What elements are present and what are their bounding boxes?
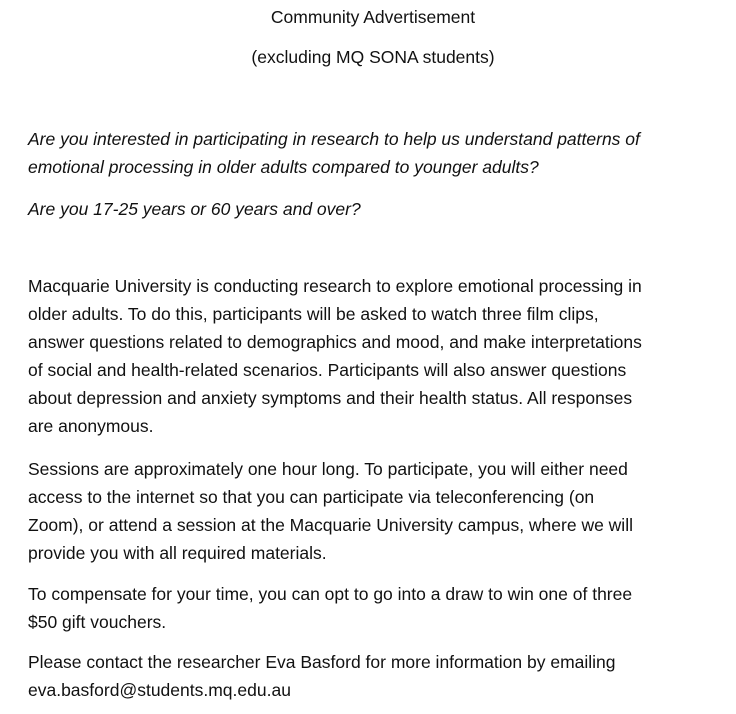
paragraph-line: Please contact the researcher Eva Basford for more information by emailing [28, 652, 616, 672]
paragraph-line: provide you with all required materials. [28, 543, 327, 563]
paragraph-compensation [28, 580, 728, 636]
paragraph-line: of social and health-related scenarios. Participants will also answer questions [28, 360, 627, 380]
document-subtitle: (excluding MQ SONA students) [251, 47, 495, 67]
paragraph-line: Macquarie University is conducting research to explore emotional processing in [28, 276, 642, 296]
paragraph-line: Zoom), or attend a session at the Macquarie University campus, where we will [28, 515, 633, 535]
paragraph-line: are anonymous. [28, 416, 154, 436]
intro-question-line: Are you interested in participating in research to help us understand patterns of [28, 129, 640, 149]
paragraph-line: about depression and anxiety symptoms and their health status. All responses [28, 388, 633, 408]
paragraph-contact [28, 648, 728, 704]
paragraph-line: Sessions are approximately one hour long. To participate, you will either need [28, 459, 628, 479]
paragraph-study-description [28, 272, 728, 440]
contact-email: eva.basford@students.mq.edu.au [28, 680, 291, 700]
intro-question-age: Are you 17-25 years or 60 years and over? [28, 199, 361, 219]
paragraph-line: To compensate for your time, you can opt to go into a draw to win one of three [28, 584, 633, 604]
intro-question-line: emotional processing in older adults compared to younger adults? [28, 157, 539, 177]
paragraph-line: $50 gift vouchers. [28, 612, 167, 632]
paragraph-line: access to the internet so that you can participate via teleconferencing (on [28, 487, 595, 507]
intro-question-participation [28, 125, 728, 181]
document-title: Community Advertisement [270, 7, 476, 27]
paragraph-line: older adults. To do this, participants will be asked to watch three film clips, [28, 304, 599, 324]
paragraph-line: answer questions related to demographics and mood, and make interpretations [28, 332, 642, 352]
paragraph-session-details [28, 455, 728, 567]
